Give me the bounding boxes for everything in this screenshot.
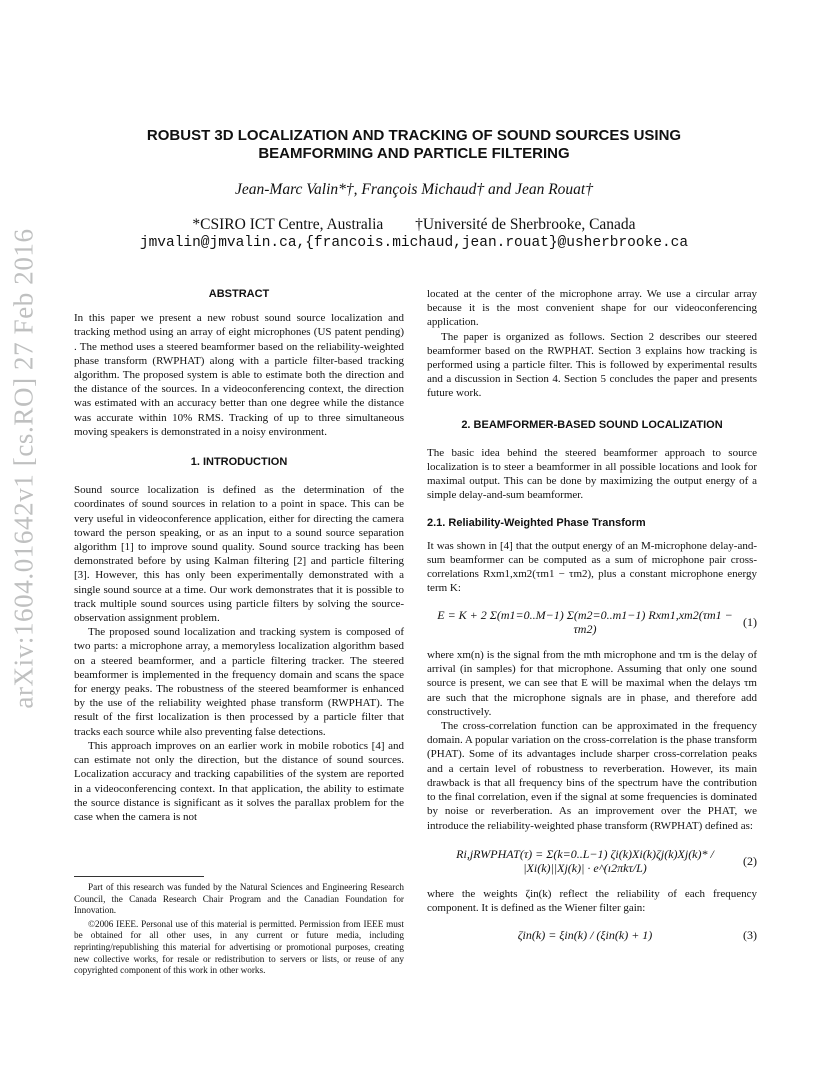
paper-organization-paragraph: The paper is organized as follows. Section 2 describes our steered beamformer based on the RWPHAT. Section 3 explains how tracking is performed using a particle filter. This is followed by experimental results and a discussion in Section 4. Section 5 concludes the paper and presents future work. [427, 330, 757, 400]
paper-title [80, 127, 748, 163]
copyright-footnote: ©2006 IEEE. Personal use of this material is permitted. Permission from IEEE must be obtained for all other uses, in any current or future media, including reprinting/republishing this material for advertising or promotional purposes, creating new collective works, for resale or redistribution to servers or lists, or reuse of any copyrighted component of this work in other works. [74, 918, 404, 976]
arxiv-identifier-stamp [2, 227, 46, 709]
abstract-heading: ABSTRACT [208, 288, 270, 300]
equation-3-body: ζin(k) = ξin(k) / (ξin(k) + 1) [517, 927, 653, 942]
section-1-paragraph-3: This approach improves on an earlier work in mobile robotics [4] and can estimate not only the direction, but the distance of sound sources. Localization accuracy and tracking capabilities of the system are reported in a videoconferencing context. In that application, the ability to estimate the source distance is significant as it solves the parallax problem for the case when the camera is not [74, 739, 404, 823]
footnotes [74, 882, 404, 977]
section-1-paragraph-1: Sound source localization is defined as the determination of the coordinates of sound sources in relation to a point in space. This can be very useful in videoconference application, either for directing the camera toward the person speaking, or as an input to a sound source separation algorithm [1] to improve sound quality. Sound source tracking has been demonstrated before by using Kalman filtering [2] and particle filtering [3]. However, this has only been experimentally demonstrated with a single sound source at a time. Our work demonstrates that it is possible to track multiple sound sources using particle filters by solving the source-observation assignment problem. [74, 484, 404, 625]
author-emails: jmvalin@jmvalin.ca,{francois.michaud,jean.rouat}@usherbrooke.ca [139, 235, 689, 251]
footnote-divider [74, 876, 204, 877]
affiliations [80, 216, 748, 234]
section-2-paragraph-1: The basic idea behind the steered beamformer approach to source localization is to steer a beamformer in all possible locations and look for maximal output. This can be done by maximizing the output energy of a simple delay-and-sum beamformer. [427, 446, 757, 502]
title-line-1: ROBUST 3D LOCALIZATION AND TRACKING OF SOUND SOURCES USING [146, 127, 682, 144]
section-2-1-paragraph-1: It was shown in [4] that the output energy of an M-microphone delay-and-sum beamformer can be computed as a sum of microphone pair cross-correlations Rxm1,xm2(τm1 − τm2), plus a constant microphone energy term K: [427, 539, 757, 595]
equation-3 [427, 928, 757, 942]
section-1-paragraph-2: The proposed sound localization and tracking system is composed of two parts: a microphone array, a memoryless localization algorithm based on a steered beamformer, and a particle filtering tracker. The steered beamformer is implemented in the frequency domain and scans the space for energy peaks. The robustness of the steered beamformer is enhanced by the use of the reliability weighted phase transform (RWPHAT). The result of the first localization is then processed by a particle filter that tracks each source while also preventing false detections. [74, 626, 404, 738]
section-1-heading: 1. INTRODUCTION [190, 456, 288, 469]
section-2-1-paragraph-4: where the weights ζin(k) reflect the reliability of each frequency component. It is defined as the Wiener filter gain: [427, 888, 757, 915]
section-2-heading: 2. BEAMFORMER-BASED SOUND LOCALIZATION [461, 418, 723, 431]
affiliation-sherbrooke: †Université de Sherbrooke, Canada [415, 216, 636, 233]
section-2-1-heading: 2.1. Reliability-Weighted Phase Transform [427, 516, 646, 529]
equation-2 [427, 847, 757, 875]
intro-continuation: located at the center of the microphone array. We use a circular array because it is the most convenient shape for our videoconferencing application. [427, 288, 757, 329]
equation-2-body: Ri,jRWPHAT(τ) = Σ(k=0..L−1) ζi(k)Xi(k)ζj(k)Xj(k)* / |Xi(k)||Xj(k)| · e^(ı2πkτ/L) [456, 846, 714, 875]
affiliation-csiro: *CSIRO ICT Centre, Australia [192, 216, 384, 233]
left-column [74, 287, 404, 824]
funding-footnote: Part of this research was funded by the Natural Sciences and Engineering Research Council, the Canada Research Chair Program and the Canadian Foundation for Innovation. [74, 882, 404, 916]
abstract-text: In this paper we present a new robust sound source localization and tracking method using an array of eight microphones (US patent pending) . The method uses a steered beamformer based on the reliability-weighted phase transform (RWPHAT) along with a particle filter-based tracking algorithm. The proposed system is able to estimate both the direction and the distance of the sources. In a videoconferencing context, the direction was estimated with an accuracy better than one degree while the distance was accurate within 10% RMS. Tracking of up to three simultaneous moving speakers is demonstrated in a noisy environment. [74, 312, 404, 438]
equation-1-body: E = K + 2 Σ(m1=0..M−1) Σ(m2=0..m1−1) Rxm1,xm2(τm1 − τm2) [437, 607, 733, 636]
section-2-1-paragraph-3: The cross-correlation function can be approximated in the frequency domain. A popular variation on the cross-correlation is the phase transform (PHAT). Some of its advantages include sharper cross-correlation peaks and a certain level of robustness to reverberation. However, its main drawback is that all frequency bins of the spectrum have the contribution to the final correlation, even if the signal at some frequencies is dominated by noise or reverberation. As an improvement over the PHAT, we introduce the reliability-weighted phase transform (RWPHAT) defined as: [427, 720, 757, 832]
author-list: Jean-Marc Valin*†, François Michaud† and Jean Rouat† [234, 181, 593, 198]
title-line-2: BEAMFORMING AND PARTICLE FILTERING [258, 145, 570, 162]
section-2-1-paragraph-2: where xm(n) is the signal from the mth microphone and τm is the delay of arrival (in samples) for that microphone. Assuming that only one sound source is present, we can see that E will be maximal when the delays τm are such that the microphone signals are in phase, and therefore add constructively. [427, 649, 757, 718]
arxiv-identifier-text: arXiv:1604.01642v1 [cs.RO] 27 Feb 2016 [8, 227, 39, 709]
equation-3-number: (3) [743, 927, 757, 942]
right-column [427, 287, 757, 942]
equation-1 [427, 608, 757, 636]
equation-2-number: (2) [743, 853, 757, 868]
equation-1-number: (1) [743, 614, 757, 629]
